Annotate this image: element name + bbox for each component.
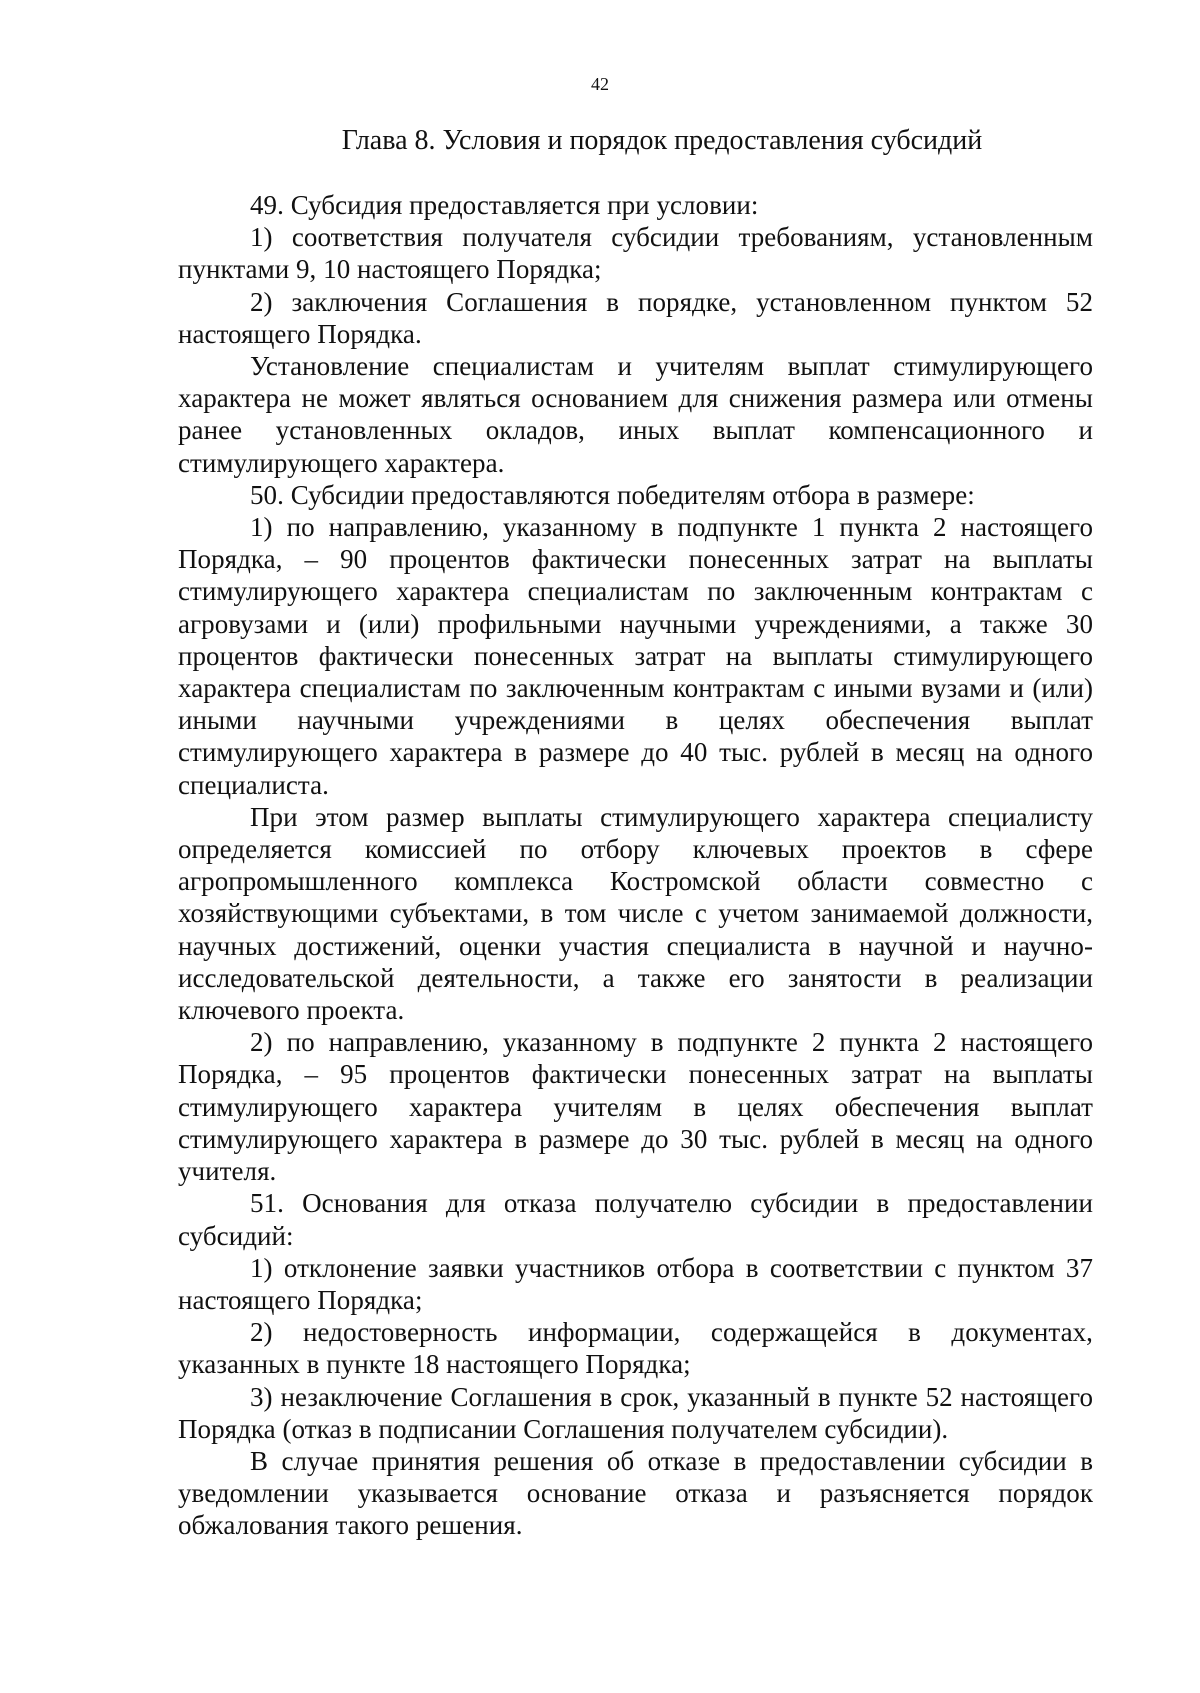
paragraph-51-intro: 51. Основания для отказа получателю субсидии в предоставлении субсидий: — [178, 1188, 1093, 1251]
paragraph-51-item-2: 2) недостоверность информации, содержащейся в документах, указанных в пункте 18 настоящего Порядка; — [178, 1317, 1093, 1380]
paragraph-50-intro: 50. Субсидии предоставляются победителям отбора в размере: — [250, 479, 975, 510]
chapter-title: Глава 8. Условия и порядок предоставления субсидий — [341, 125, 983, 156]
paragraph-49-item-1: 1) соответствия получателя субсидии требованиям, установленным пунктами 9, 10 настоящего Порядка; — [178, 222, 1093, 285]
document-body — [178, 189, 1093, 1542]
page-number: 42 — [591, 74, 609, 94]
paragraph-50-note: При этом размер выплаты стимулирующего характера специалисту определяется комиссией по отбору ключевых проектов в сфере агропромышленного комплекса Костромской области совместно с хозяйствующими субъектами, в том числе с учетом занимаемой должности, научных достижений, оценки участия специалиста в научной и научно-исследовательской деятельности, а также его занятости в реализации ключевого проекта. — [178, 801, 1093, 1026]
paragraph-49-item-2: 2) заключения Соглашения в порядке, установленном пунктом 52 настоящего Порядка. — [178, 286, 1093, 349]
paragraph-49-note: Установление специалистам и учителям выплат стимулирующего характера не может являться основанием для снижения размера или отмены ранее установленных окладов, иных выплат компенсационного и стимулирующего характера. — [178, 351, 1093, 478]
paragraph-51-item-3: 3) незаключение Соглашения в срок, указанный в пункте 52 настоящего Порядка (отказ в подписании Соглашения получателем субсидии). — [178, 1381, 1093, 1444]
paragraph-51-note: В случае принятия решения об отказе в предоставлении субсидии в уведомлении указывается основание отказа и разъясняется порядок обжалования такого решения. — [178, 1445, 1093, 1541]
paragraph-49-intro: 49. Субсидия предоставляется при условии: — [250, 190, 759, 220]
paragraph-51-item-1: 1) отклонение заявки участников отбора в соответствии с пунктом 37 настоящего Порядка; — [178, 1252, 1093, 1315]
paragraph-50-item-2: 2) по направлению, указанному в подпункте 2 пункта 2 настоящего Порядка, – 95 процентов фактически понесенных затрат на выплаты стимулирующего характера учителям в целях обеспечения выплат стимулирующего характера в размере до 30 тыс. рублей в месяц на одного учителя. — [178, 1027, 1093, 1187]
paragraph-50-item-1: 1) по направлению, указанному в подпункте 1 пункта 2 настоящего Порядка, – 90 процентов фактически понесенных затрат на выплаты стимулирующего характера специалистам по заключенным контрактам с агровузами и (или) профильными научными учреждениями, а также 30 процентов фактически понесенных затрат на выплаты стимулирующего характера специалистам по заключенным контрактам с иными вузами и (или) иными научными учреждениями в целях обеспечения выплат стимулирующего характера в размере до 40 тыс. рублей в месяц на одного специалиста. — [178, 512, 1093, 800]
